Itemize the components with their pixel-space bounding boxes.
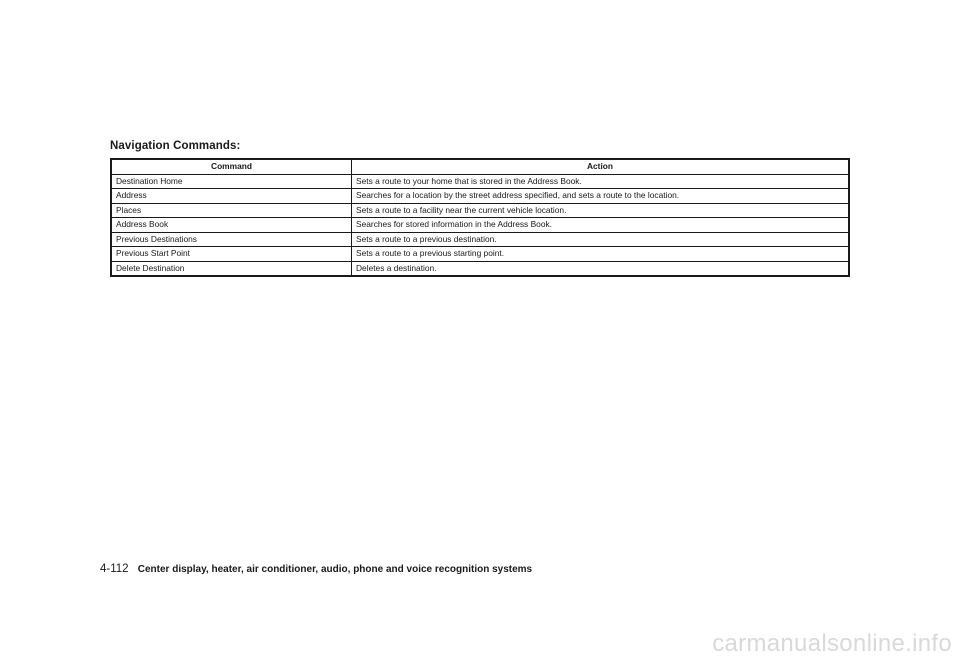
table-row bbox=[111, 232, 849, 247]
command-cell: Address Book bbox=[111, 218, 352, 233]
command-cell: Destination Home bbox=[111, 174, 352, 189]
page-footer bbox=[100, 563, 532, 575]
action-cell: Sets a route to your home that is stored in the Address Book. bbox=[352, 174, 850, 189]
action-cell: Deletes a destination. bbox=[352, 261, 850, 276]
table-header-row bbox=[111, 159, 849, 174]
table-row bbox=[111, 174, 849, 189]
command-cell: Address bbox=[111, 189, 352, 204]
table-row bbox=[111, 247, 849, 262]
watermark: carmanualsonline.info bbox=[712, 630, 952, 657]
chapter-title: Center display, heater, air conditioner, audio, phone and voice recognition systems bbox=[137, 564, 533, 575]
page-number: 4-112 bbox=[100, 563, 129, 575]
table-row bbox=[111, 189, 849, 204]
table-body bbox=[111, 174, 849, 276]
table-row bbox=[111, 218, 849, 233]
navigation-commands-table bbox=[110, 158, 850, 277]
action-cell: Sets a route to a previous starting point. bbox=[352, 247, 850, 262]
action-cell: Searches for stored information in the Address Book. bbox=[352, 218, 850, 233]
action-cell: Sets a route to a facility near the current vehicle location. bbox=[352, 203, 850, 218]
column-header-action: Action bbox=[352, 159, 850, 174]
command-cell: Delete Destination bbox=[111, 261, 352, 276]
command-cell: Places bbox=[111, 203, 352, 218]
command-cell: Previous Start Point bbox=[111, 247, 352, 262]
table-row bbox=[111, 203, 849, 218]
section-heading: Navigation Commands: bbox=[110, 140, 241, 152]
action-cell: Searches for a location by the street address specified, and sets a route to the location. bbox=[352, 189, 850, 204]
column-header-command: Command bbox=[111, 159, 352, 174]
action-cell: Sets a route to a previous destination. bbox=[352, 232, 850, 247]
table-header bbox=[111, 159, 849, 174]
command-cell: Previous Destinations bbox=[111, 232, 352, 247]
table-row bbox=[111, 261, 849, 276]
